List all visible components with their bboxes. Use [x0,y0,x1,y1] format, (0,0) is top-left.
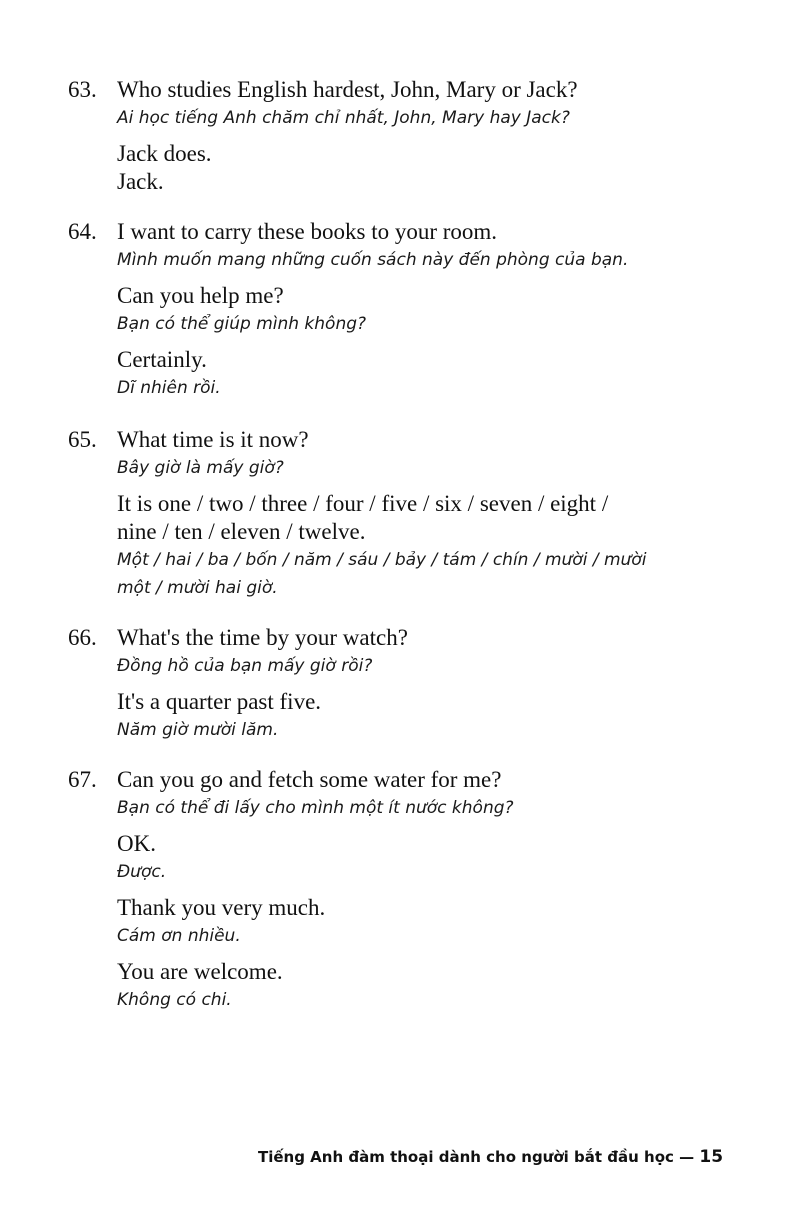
phrase-group [117,426,748,482]
entry-number: 67. [68,767,97,792]
english-line: Who studies English hardest, John, Mary or Jack? [117,77,578,102]
entry-body [117,76,748,196]
vietnamese-translation: Ai học tiếng Anh chăm chỉ nhất, John, Mary hay Jack? [117,108,570,128]
entry-body [117,624,748,744]
phrase-group [117,76,748,132]
english-line: Certainly. [117,347,207,372]
phrase-group [117,894,748,950]
vietnamese-translation: Một / hai / ba / bốn / năm / sáu / bảy / tám / chín / mười / mười [117,550,647,570]
english-line: Can you help me? [117,283,284,308]
vietnamese-translation: Mình muốn mang những cuốn sách này đến phòng của bạn. [117,250,629,270]
vietnamese-translation: Bây giờ là mấy giờ? [117,458,284,478]
vietnamese-translation: Bạn có thể giúp mình không? [117,314,367,334]
phrase-group [117,688,748,744]
page-footer [258,1146,728,1168]
english-line: What's the time by your watch? [117,625,408,650]
phrase-group [117,282,748,338]
english-line: You are welcome. [117,959,283,984]
phrase-entry [68,766,748,1014]
english-line: What time is it now? [117,427,309,452]
entry-number: 63. [68,77,97,102]
entry-number: 64. [68,219,97,244]
english-line: Jack. [117,169,164,194]
phrase-group [117,140,748,196]
entry-body [117,766,748,1014]
phrase-group [117,490,748,602]
entry-number: 66. [68,625,97,650]
footer-separator: — [679,1148,695,1166]
phrase-group [117,830,748,886]
english-line: It is one / two / three / four / five / six / seven / eight / [117,491,609,516]
english-line: OK. [117,831,156,856]
phrase-group [117,958,748,1014]
entry-number: 65. [68,427,97,452]
phrase-entry [68,218,748,402]
phrase-group [117,624,748,680]
english-line: I want to carry these books to your room. [117,219,498,244]
phrase-group [117,346,748,402]
vietnamese-translation: Đồng hồ của bạn mấy giờ rồi? [117,656,373,676]
phrase-entry [68,426,748,602]
entry-body [117,426,748,602]
phrase-group [117,766,748,822]
entry-body [117,218,748,402]
english-line: nine / ten / eleven / twelve. [117,519,366,544]
english-line: Can you go and fetch some water for me? [117,767,502,792]
phrase-group [117,218,748,274]
vietnamese-translation: một / mười hai giờ. [117,578,278,598]
english-line: It's a quarter past five. [117,689,322,714]
vietnamese-translation: Được. [117,862,167,882]
vietnamese-translation: Dĩ nhiên rồi. [117,378,221,398]
english-line: Thank you very much. [117,895,326,920]
vietnamese-translation: Bạn có thể đi lấy cho mình một ít nước không? [117,798,514,818]
phrase-entry [68,624,748,744]
english-line: Jack does. [117,141,212,166]
page-number: 15 [699,1147,724,1167]
vietnamese-translation: Không có chi. [117,990,232,1010]
book-title: Tiếng Anh đàm thoại dành cho người bắt đầu học [258,1148,674,1166]
vietnamese-translation: Cám ơn nhiều. [117,926,241,946]
vietnamese-translation: Năm giờ mười lăm. [117,720,279,740]
phrase-entry [68,76,748,196]
